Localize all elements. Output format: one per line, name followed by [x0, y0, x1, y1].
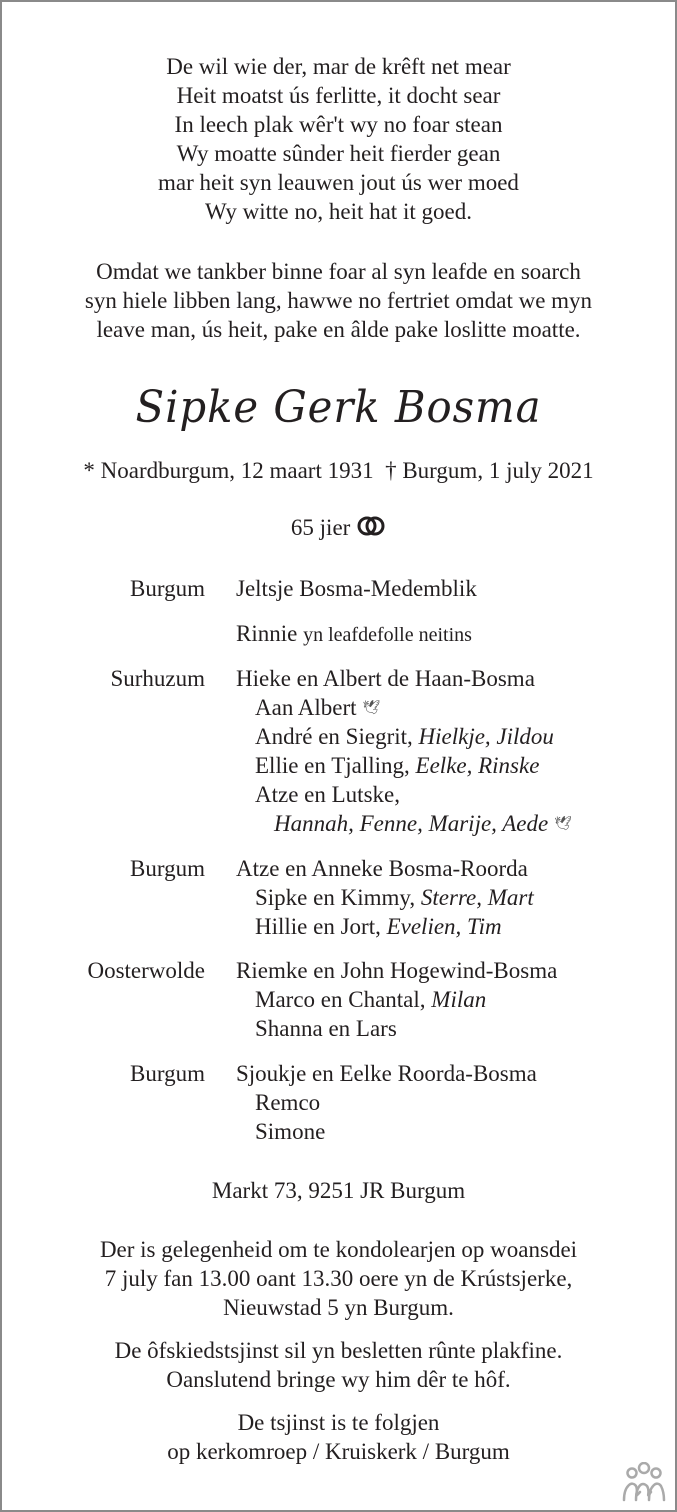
family-name: Hillie en Jort, — [255, 914, 381, 939]
poem-line: Wy moatte sûnder heit fierder gean — [176, 141, 501, 166]
broadcast-info — [2, 1408, 675, 1466]
family-name: Hieke en Albert de Haan-Bosma — [236, 666, 535, 691]
children-names: Hannah, Fenne, Marije, Aede — [274, 811, 549, 836]
poem-line: In leech plak wêr't wy no foar stean — [174, 112, 503, 137]
family-row — [2, 780, 675, 809]
death-info: † Burgum, 1 july 2021 — [385, 458, 594, 483]
family-row — [2, 722, 675, 751]
place: Oosterwolde — [87, 958, 205, 983]
condolence-line: Der is gelegenheid om te kondolearjen op woansdei — [99, 1237, 578, 1262]
address-text: Markt 73, 9251 JR Burgum — [211, 1178, 466, 1203]
family-name: Atze en Anneke Bosma-Roorda — [236, 856, 528, 881]
family-row — [2, 809, 675, 838]
family-row — [2, 574, 675, 603]
children-names: Eelke, Rinske — [415, 753, 540, 778]
family-row — [2, 985, 675, 1014]
family-name: Remco — [255, 1090, 321, 1115]
condolence-info — [2, 1235, 675, 1322]
funeral-line: De ôfskiedstsjinst sil yn besletten rûnte plakfine. — [114, 1338, 563, 1363]
condolence-line: Nieuwstad 5 yn Burgum. — [223, 1295, 454, 1320]
poem-line: Wy witte no, heit hat it goed. — [205, 199, 472, 224]
deceased-name: Sipke Gerk Bosma — [135, 382, 542, 433]
poem-line: mar heit syn leauwen jout ús wer moed — [158, 170, 519, 195]
family-name: Shanna en Lars — [255, 1016, 397, 1041]
intro-line: Omdat we tankber binne foar al syn leafde en soarch — [96, 259, 581, 284]
broadcast-line: op kerkomroep / Kruiskerk / Burgum — [167, 1439, 510, 1464]
family-name: André en Siegrit, — [255, 724, 413, 749]
place: Burgum — [130, 1061, 205, 1086]
family-name: Ellie en Tjalling, — [255, 753, 410, 778]
family-row — [2, 956, 675, 985]
family-row — [2, 619, 675, 648]
family-row — [2, 1059, 675, 1088]
family-name: Sjoukje en Eelke Roorda-Bosma — [236, 1061, 537, 1086]
funeral-line: Oanslutend bringe wy him dêr te hôf. — [166, 1367, 511, 1392]
family-name: Aan Albert — [255, 695, 357, 720]
family-name: Riemke en John Hogewind-Bosma — [236, 958, 558, 983]
funeral-info — [2, 1336, 675, 1394]
family-name: Simone — [255, 1119, 326, 1144]
family-name: Rinnie — [236, 621, 298, 646]
poem-line: Heit moatst ús ferlitte, it docht sear — [176, 83, 501, 108]
children-names: Hielkje, Jildou — [418, 724, 554, 749]
family-row — [2, 664, 675, 693]
address — [2, 1176, 675, 1205]
children-names: Milan — [431, 987, 487, 1012]
place: Surhuzum — [110, 666, 205, 691]
children-names: Sterre, Mart — [420, 885, 534, 910]
poem-line: De wil wie der, mar de krêft net mear — [166, 54, 511, 79]
family-row — [2, 751, 675, 780]
family-name: Jeltsje Bosma-Medemblik — [236, 576, 477, 601]
birth-info: * Noardburgum, 12 maart 1931 — [83, 458, 374, 483]
poem — [2, 52, 675, 226]
marriage-years — [2, 513, 675, 542]
broadcast-line: De tsjinst is te folgjen — [237, 1410, 440, 1435]
dove-icon: 🕊 — [362, 701, 381, 716]
wedding-rings-icon — [356, 515, 386, 537]
people-group-logo-icon — [621, 1462, 667, 1502]
family-name: Atze en Lutske, — [255, 782, 400, 807]
family-row — [2, 693, 675, 722]
intro-line: leave man, ús heit, pake en âlde pake loslitte moatte. — [96, 317, 581, 342]
place: Burgum — [130, 856, 205, 881]
marriage-years-text: 65 jier — [290, 515, 351, 540]
family-name: Sipke en Kimmy, — [255, 885, 416, 910]
remembrance-note: yn leafdefolle neitins — [303, 624, 472, 646]
intro — [2, 257, 675, 344]
intro-line: syn hiele libben lang, hawwe no fertriet omdat we myn — [84, 288, 593, 313]
family-row — [2, 1088, 675, 1117]
family-row — [2, 1014, 675, 1043]
condolence-line: 7 july fan 13.00 oant 13.30 oere yn de Krústsjerke, — [104, 1266, 573, 1291]
family-name: Marco en Chantal, — [255, 987, 426, 1012]
family-row — [2, 912, 675, 941]
life-dates — [2, 456, 675, 485]
family-row — [2, 854, 675, 883]
place: Burgum — [130, 576, 205, 601]
dove-icon: 🕊 — [553, 817, 572, 832]
children-names: Evelien, Tim — [386, 914, 502, 939]
family-row — [2, 1117, 675, 1146]
family-row — [2, 883, 675, 912]
